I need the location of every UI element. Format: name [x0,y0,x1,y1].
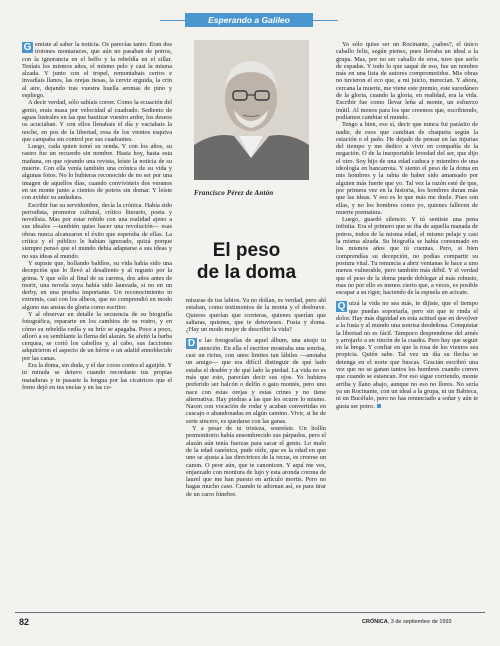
title-line-1: El peso [212,240,281,261]
paragraph: Escribir fue su servidumbre, decía la crónica. Había sido periodista, promotor cultural, crítico literario, poeta y novelista. Mas por estar reñido con una realidad ajeno a sus ideales —también quiso hacer una revolución— esas obras nunca alcanzaron el éxito que esperaba de ellas. La crítica y el público le habían ignorado, quizá porque siempre pensó que el mundo debía adaptarse a sus ideas y no sus ideas al mundo. [22,201,172,260]
article-title [194,240,299,284]
paragraph: misuras de tus labios. Ya no dolían, es verdad, pero ahí estaban, como testimonios de la monta y el desbrave. Quieres querían que corrieras, quienes querían que saltaras, quienes, que te detuvieses. Fusta y doma. ¿Hay un modo mejor de describir la vida? [186,297,326,334]
photo-caption: Francisco Pérez de Antón [194,189,274,197]
end-of-article-mark [377,404,381,408]
dropcap: G [23,42,32,53]
paragraph: Luego, cada quien tomó su senda. Y con los años, su rastro fue un recuerdo sin nombre. Hasta hoy, hasta esta mañana, en que ojeando una revista, leíste la noticia de su muerte. Con ella venía también una crónica de su vida y algunas fotos. No lo hubieras reconocido de no ser por una imagen de aquellos días, cuando convivisteis dos veranos en un monte junto a cientos de potros sin domar. Y leíste con avidez su andadura. [22,143,172,202]
paragraph: Y al observar en detalle la secuencia de su biografía fotográfica, repararte en los cambios de su rostro, y en cómo su rebeldía cedía y su brío se apagaba. Poco a poco, afloró a su semblante la flema del alazán. Se afeitó la barba cerquea, se cortó los cabellos y, al cabo, sus facciones adquirieron el aspecto de un héroe o un adalid ennoblecido por las canas. [22,310,172,362]
dropcap: Q [337,301,346,313]
paragraph: Era la doma, sin duda, y el dar coces contra el aguijón. Y tu mirada se detuvo cuando recordaste tus propias mataduras y te pasaste la lengua por las cicatrices que el freno dejó en tus encías y en las co- [22,362,172,391]
paragraph: Yo sólo quise ser un Rocinante, ¿sabes?, el único caballo feliz, según pienso, pues llevaba un ideal a la grupa. Mas, por no ser caballo de oros, tuve que serlo de espadas. Y todo lo que saqué de eso, fue un nombre más en una lista de autores comprometidos. Mis obras no tuvieron el eco que, a mi juicio, merecían. Y ahora, cercana la muerte, me viene este premio, este sucedáneo de la gloria, cuando la gloria, en realidad, era la vida. Escribir fue como llevar leña al monte, un esfuerzo inútil. Al menos para los que creemos que, escribiendo, podíamos cambiar el mundo. [336,41,478,121]
paragraph: Y supiste que, hollando baldíos, su vida había sido una decepción que lo llevó al desaliento y al regusto por la grima. Y que sólo al final de su carrera, dos años antes de morir, una novela suya había sido laureada, si no en un derby, en una prueba importante. Un reconocimiento in extremis, casi con los albeos, que no comprendió en modo alguno sus ansias de gloria como escritor. [22,259,172,311]
section-banner: Esperando a Galileo [185,13,313,27]
paragraph: Luego, guardó silencio. Y tú sentiste una pena infinita. Era el primero que se iba de aquella manada de potros, todos de la misma edad, el mismo pelaje y casi la misma alzada. Su biografía se había consumado en los mismos años que tú cuentas. Pero, si bien comprendías su decepción, no podías compartir su postura vital. Tu renuncia a abrir ventanas le hace a uno menos vulnerable, pero también más débil. Y el verdad que el peso de la doma puede doblegar al más robusto, mas no por ello es menos cierto que, a veces, es posible escapar a su rigor, haciendo de la espuela un acicate. [336,216,478,297]
issue-date: , 3 de septiembre de 1993 [387,619,452,625]
page-number: 82 [19,617,30,627]
paragraph: emiste al saber la noticia. Os parecías tanto. Eran dos trotones montaraces, que aún no pasaban de potros, con la ignorancia en el belfo y la rebeldía en el sillar. Teníais los mismos años, el mismo pelo y casi la misma alzada. Y junto con el tropel, remontabais cerros e invadíais llanos, las orejas tiesas, la cerviz erguida, la crin al aire, dejando tras vuestra huella aromas de pino y espliego. [22,41,172,100]
magazine-name: CRÓNICA [362,619,388,625]
banner-rule-left [160,20,185,21]
author-portrait-image [194,40,309,180]
paragraph: uizá la vida no sea más, te dijiste, que el tiempo que puedas soportarla, pero sin que te rinda el dolor. Hay más dignidad en esta actitud que en devolver a la fusta y al mundo una sonrisa desdeñosa. Conquistar la libertad no es fácil. Tampoco desprenderse del arnés y arrojarlo a un rincón de la cuadra. Pero hay que seguir en la brega. Y confiar en que la rosa de los vientos sea propicia. Quién sabe. Tal vez un día su flecha se detenga en el norte que buscas. Gracián escribió una vez que no se ganan tantos los hombres cuando corren que cuando se estancan. Por eso sigue corriendo, monte arriba y llano abajo, aunque no eso no llores. No sería ya un Rocinante, con un ideal a la grupa, ni un Babieca, ni un Bucéfalo, pero no has renunciado a soñar y aún te gusta ser potro. [336,300,478,410]
paragraph: e las fotografías de aquel álbum, una atrajo tu atención. En ella el escritor mostraba una sonrisa, casi un rictus, con unos limites tan lábiles —anotaba un amigo— que era difícil distinguir de qué lado estaba el desdén y de qué lado la piedad. La vida no es más que esto, parecían decir sus ojos. Yo hubiera preferido ser halcón o delfín o gato montés, pero uno nace con estas orejas y estas crines y no tiene alternativa. Hay piedras a las que les ocurre lo mismo. Nacen con vocación de rodar y acaban convertidas en cascajo o abandonadas en algún camino. Vivir, si he de serte sincero, es quedarse con las ganas. [186,337,326,425]
article-column-3 [336,41,478,611]
author-photo [194,40,309,180]
footer-credit [362,619,452,625]
dropcap: D [187,338,196,350]
article-column-2 [186,297,326,610]
paragraph: Y a pesar de tu tristeza, sonreíste. Un hollín premonitorio había ensombrecido sus párpados, pero el alazán aún tenía fuerzas para sacar el genio. Lo malo de la edad canónica, pude oírle, que es la edad en que uno se ajusta a las directrices de la recua, es creerse un canon. O peor aún, que te canonicen. Y aquí me ves, enjaezado con montura de lujo y esta aronda corona de laurel que me han puesto en artículo mortis. Pero no hagas mucho caso. Cuando te adornan así, es para tirar de un carro fúnebre. [186,425,326,498]
article-column-1 [22,41,172,606]
title-line-2: de la doma [196,262,297,283]
paragraph: Tengo a bien, eso sí, decir que nunca fui parásito de nadie, de esos que cambian de chaqueta según la estación o el paño. He dejado de pensar en las injurias del tiempo y me dedico a vivir en compañía de la negación. O de la insoportable levedad del ser, que dijo el otro. Soy hijo de una edad caduca y miembro de una ideología en bancarrota. Y siento el peso de la doma en mis hombres y la rabia de haber sido amansado por alguien más fuerte que yo. Tal vez la razón esté de que, por primera vez en la historia, los hombres duran más que las ideas. Y eso es lo que más me duele. Pues son ellas, y no los hombres como yo, quienes fallecen de muerte prematura. [336,121,478,216]
footer-rule [15,612,485,613]
banner-rule-right [313,20,338,21]
paragraph: A decir verdad, sólo sabíais correr. Como la ecuación del genio, erais masa por velocidad al cuadrado. Sediento de aguas lustrales en las que bautizar vuestro ardor, los deseos os acuciaban. Y con ellos llenabais el día y vaciabais la noche, en pos de la libertad, rosa de los vientos esquiva que campaba sin control por sus cuadrantes. [22,99,172,143]
